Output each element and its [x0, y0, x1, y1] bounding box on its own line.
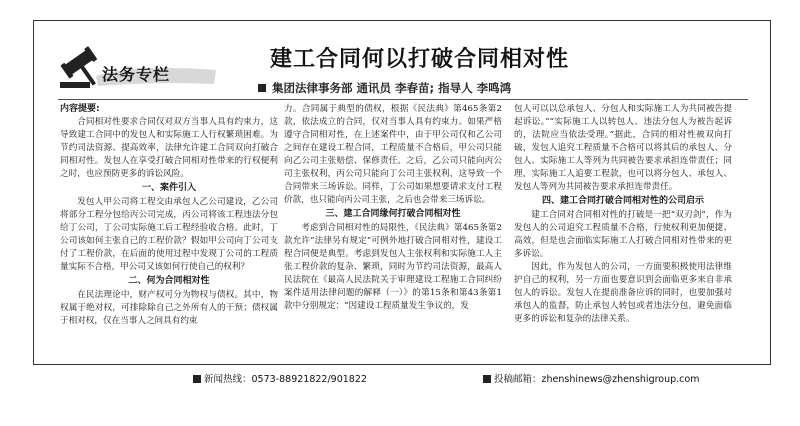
section-heading-2: 二、何为合同相对性 [128, 276, 210, 286]
paragraph: 力。合同属于典型的债权，根据《民法典》第465条第2款，依法成立的合同，仅对当事人具有约束力。如果严格遵守合同相对性，在上述案件中，由于甲公司仅和乙公司之间存在建设工程合同，工程质量不合格后，甲公司只能向乙公司主张赔偿、保修责任。之后，乙公司只能向丙公司主张权利，丙公司只能向丁公司主张权利，这导致一个合同带来三场诉讼。同样，丁公司如果想要请求支付工程价款，也只能向丙公司主张，之后也会带来三场诉讼。 [284, 104, 502, 205]
paragraph: 考虑到合同相对性的局限性，《民法典》第465条第2款允许“法律另有规定”可例外地打破合同相对性，建设工程合同便是典型。考虑到发包人主张权利和实际施工人主张工程价款的复杂、繁琐，同时为节约司法资源，最高人民法院在《最高人民法院关于审理建设工程施工合同纠纷案件适用法律问题的解释（一）》的第15条和第43条第1款中分别规定：“因建设工程质量发生争议的，发 [284, 223, 502, 311]
paragraph: 因此，作为发包人的公司，一方面要积极使用法律维护自己的权利，另一方面也要意识到会面临更多来自非承包人的诉讼。发包人在提前准备应诉的同时，也要加强对承包人的监督，防止承包人转包或者违法分包，避免面临更多的诉讼和复杂的法律关系。 [514, 262, 732, 324]
hotline-label: 新闻热线： [204, 374, 252, 385]
section-heading-1: 一、案件引入 [141, 183, 196, 193]
paragraph: 发包人甲公司将工程交由承包人乙公司建设，乙公司将部分工程分包给丙公司完成，丙公司将该工程违法分包给丁公司，丁公司实际施工后工程经验收合格。此时，丁公司该如何主张自己的工程价款？假如甲公司向丁公司支付了工程价款，在后面的使用过程中发现丁公司的工程质量实际不合格，甲公司又该如何行使自己的权利？ [60, 197, 278, 272]
page-footer [33, 369, 771, 385]
paragraph: 在民法理论中，财产权可分为物权与债权。其中，物权属于绝对权，可排除除自己之外所有人的干预；债权属于相对权，仅在当事人之间具有约束 [60, 290, 278, 326]
email-address: zhenshinews@zhenshigroup.com [541, 374, 700, 385]
column-label: 法务专栏 [102, 65, 171, 84]
byline-text: 集团法律事务部 通讯员 李春苗; 指导人 李鸣鸿 [272, 81, 512, 95]
square-bullet-icon [258, 84, 266, 92]
hotline-number: 0573-88921822/901822 [251, 374, 367, 385]
email-label: 投稿邮箱： [494, 374, 542, 385]
section-heading-4: 四、建工合同打破合同相对性的公司启示 [541, 196, 704, 206]
text-column-3 [514, 103, 732, 358]
summary-label: 内容提要: [60, 104, 100, 114]
paragraph: 建工合同对合同相对性的打破是一把“双刃剑”，作为发包人的公司追究工程质量不合格，行使权利更加便捷、高效，但是也会面临实际施工人打破合同相对性带来的更多诉讼。 [514, 210, 732, 259]
section-heading-3: 三、建工合同缘何打破合同相对性 [325, 209, 461, 219]
square-bullet-icon [483, 375, 491, 383]
divider [58, 99, 748, 100]
paragraph: 包人可以以总承包人、分包人和实际施工人为共同被告提起诉讼。”“实际施工人以转包人、违法分包人为被告起诉的，法院应当依法受理。”据此，合同的相对性被双向打破，发包人追究工程质量不合格可以将其后的承包人、分包人、实际施工人等列为共同被告要求承担连带责任；同理，实际施工人追要工程款，也可以将分包人、承包人、发包人等列为共同被告要求承担连带责任。 [514, 104, 732, 192]
text-column-2 [284, 103, 502, 358]
article-byline [258, 80, 511, 96]
summary-paragraph: 合同相对性要求合同仅对双方当事人具有约束力，这导致建工合同中的发包人和实际施工人行权繁琐困难。为节约司法资源、提高效率，法律允许建工合同双向打破合同相对性。发包人在享受打破合同相对性带来的行权便利之时，也应预防更多的诉讼风险。 [60, 117, 278, 179]
submission-email [483, 371, 699, 385]
article-title: 建工合同何以打破合同相对性 [270, 47, 570, 72]
news-hotline [193, 371, 367, 385]
square-bullet-icon [193, 375, 201, 383]
text-column-1 [60, 103, 278, 358]
